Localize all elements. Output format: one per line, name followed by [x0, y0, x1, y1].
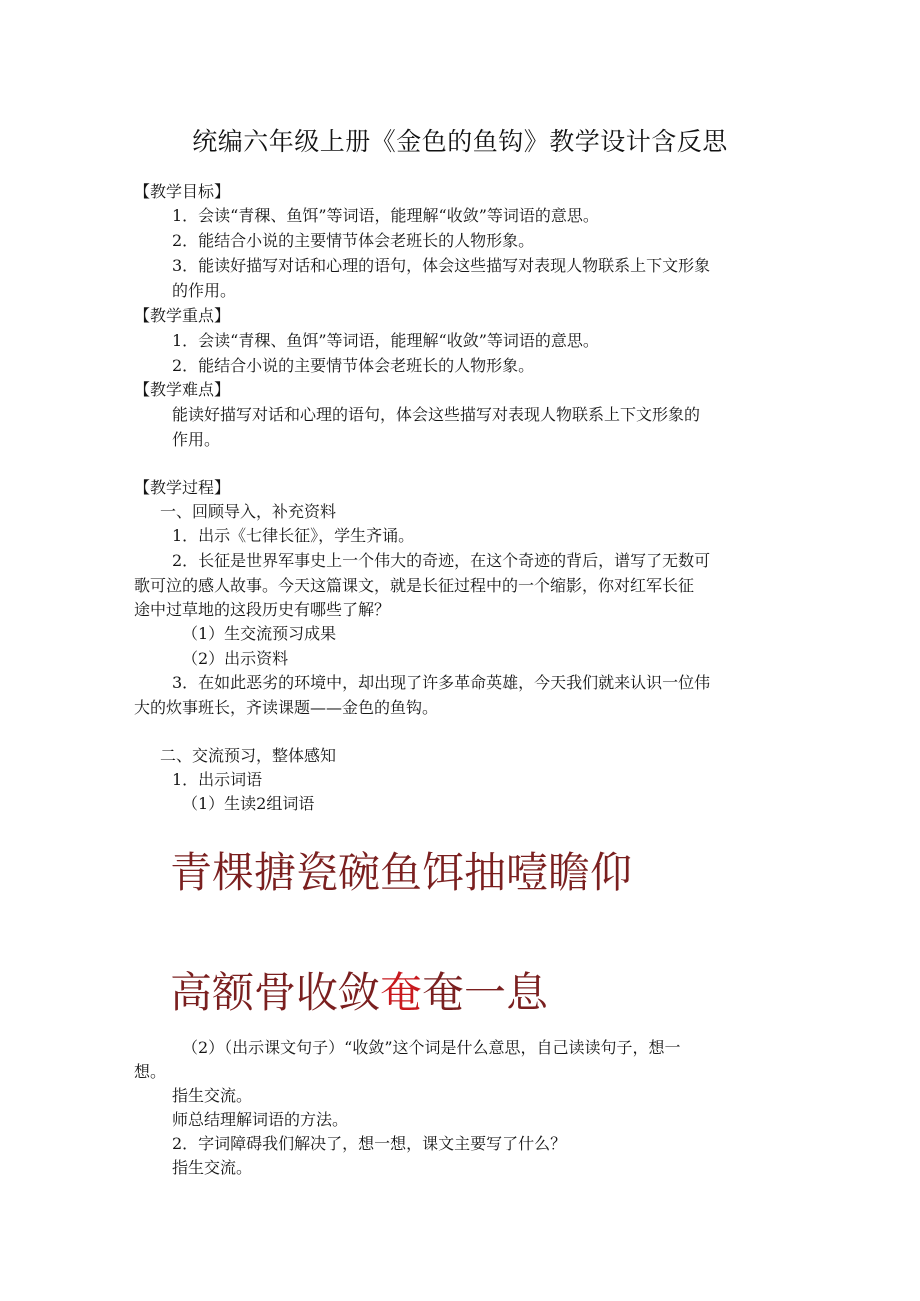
process-item: 指生交流。: [172, 1158, 253, 1177]
process-item: 想。: [134, 1062, 167, 1081]
difficulty-heading: 【教学难点】: [134, 380, 231, 399]
key-item: 1．会读“青稞、鱼饵”等词语，能理解“收敛”等词语的意思。: [172, 331, 599, 350]
process-item: 师总结理解词语的方法。: [172, 1110, 349, 1129]
document-title: 统编六年级上册《金色的鱼钩》教学设计含反思: [192, 127, 728, 156]
process-item: 途中过草地的这段历史有哪些了解？: [134, 600, 391, 619]
key-item: 2．能结合小说的主要情节体会老班长的人物形象。: [172, 356, 535, 375]
process-subitem: （1）生交流预习成果: [182, 624, 337, 643]
difficulty-text: 能读好描写对话和心理的语句，体会这些描写对表现人物联系上下文形象的: [172, 405, 701, 424]
highlighted-character: 奄: [380, 968, 423, 1017]
key-heading: 【教学重点】: [134, 306, 231, 325]
process-item: 歌可泣的感人故事。今天这篇课文，就是长征过程中的一个缩影，你对红军长征: [134, 576, 695, 595]
vocabulary-word: 奄一息: [422, 968, 549, 1017]
process-item: 1．出示《七律长征》，学生齐诵。: [172, 526, 415, 545]
process-item: 2．字词障碍我们解决了，想一想，课文主要写了什么？: [172, 1134, 567, 1153]
goal-item: 1．会读“青稞、鱼饵”等词语，能理解“收敛”等词语的意思。: [172, 206, 599, 225]
process-item: 大的炊事班长，齐读课题——金色的鱼钩。: [134, 698, 439, 717]
goal-item: 2．能结合小说的主要情节体会老班长的人物形象。: [172, 231, 535, 250]
process-item: 3．在如此恶劣的环境中，却出现了许多革命英雄，今天我们就来认识一位伟: [172, 673, 711, 692]
section-heading: 一、回顾导入，补充资料: [160, 502, 337, 521]
goals-heading: 【教学目标】: [134, 182, 231, 201]
process-heading: 【教学过程】: [134, 478, 231, 497]
process-subitem: （2）出示资料: [182, 649, 289, 668]
process-subitem: （2）（出示课文句子）“收敛”这个词是什么意思，自己读读句子，想一: [182, 1038, 681, 1057]
vocabulary-word: 高额骨收敛: [170, 968, 381, 1017]
process-item: 指生交流。: [172, 1086, 253, 1105]
goal-item: 的作用。: [172, 281, 237, 300]
vocabulary-row: [170, 960, 548, 1020]
process-item: 1．出示词语: [172, 770, 263, 789]
process-subitem: （1）生读2组词语: [182, 794, 315, 813]
goal-item: 3．能读好描写对话和心理的语句，体会这些描写对表现人物联系上下文形象: [172, 256, 711, 275]
vocabulary-row: 青棵搪瓷碗鱼饵抽噎瞻仰: [170, 848, 633, 897]
section-heading: 二、交流预习，整体感知: [160, 746, 337, 765]
difficulty-text: 作用。: [172, 430, 221, 449]
process-item: 2．长征是世界军事史上一个伟大的奇迹，在这个奇迹的背后，谱写了无数可: [172, 551, 711, 570]
